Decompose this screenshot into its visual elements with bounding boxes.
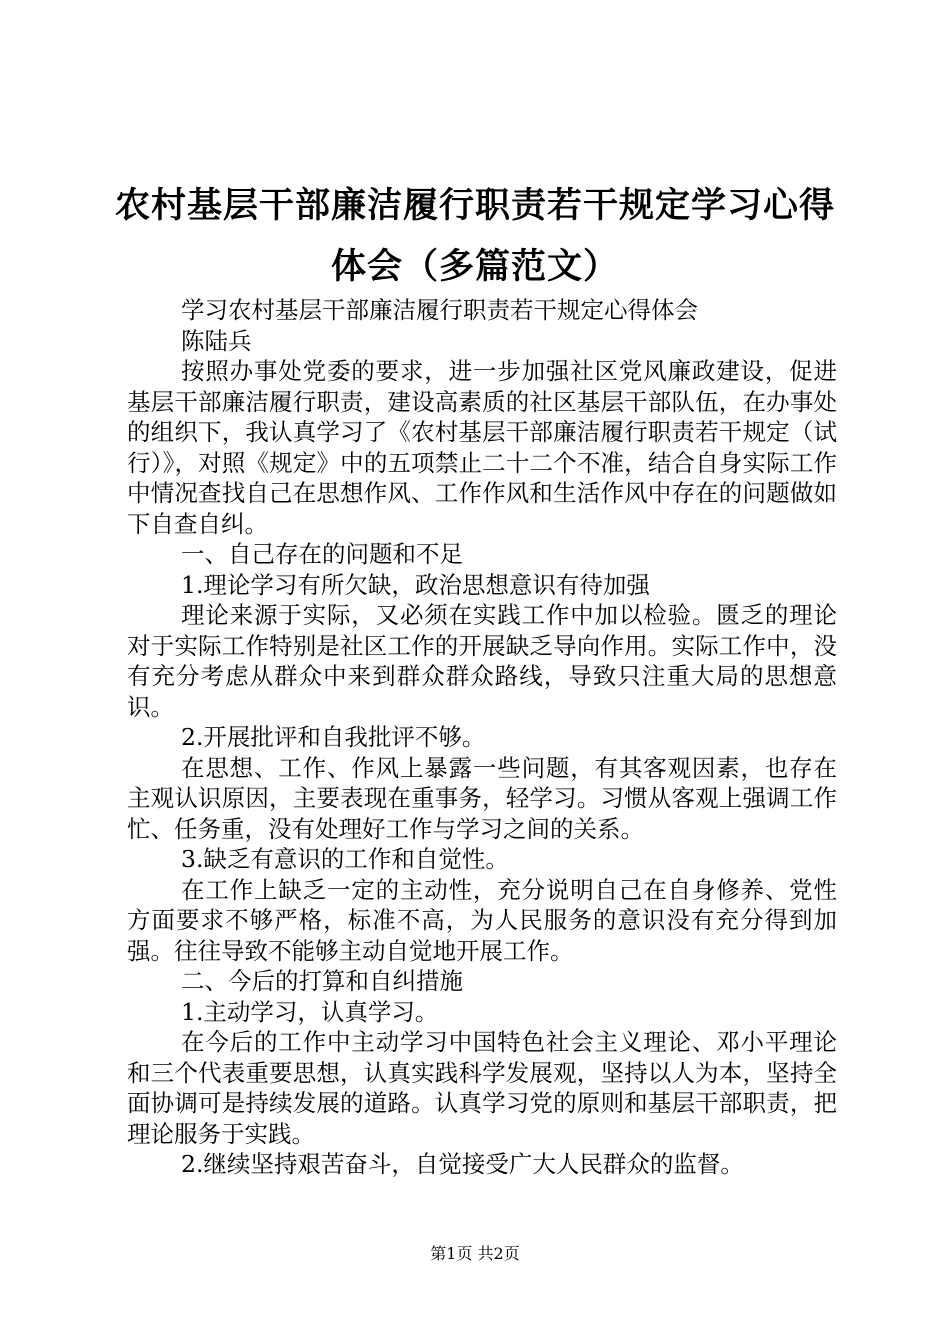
subsection-heading: 3.缺乏有意识的工作和自觉性。	[181, 845, 509, 873]
subsection-heading: 1.主动学习，认真学习。	[181, 997, 439, 1026]
page-footer: 第1页 共2页	[430, 1244, 520, 1263]
body-paragraph: 在今后的工作中主动学习中国特色社会主义理论、邓小平理论和三个代表重要思想，认真实践科学发展观，坚持以人为本，坚持全面协调可是持续发展的道路。认真学习党的原则和基层干部职责，把理论服务于实践。	[127, 1028, 837, 1148]
subsection-heading: 1.理论学习有所欠缺，政治思想意识有待加强	[181, 570, 650, 599]
document-body	[127, 295, 837, 1180]
body-paragraph: 在工作上缺乏一定的主动性，充分说明自己在自身修养、党性方面要求不够严格，标准不高，为人民服务的意识没有充分得到加强。往往导致不能够主动自觉地开展工作。	[127, 875, 837, 965]
author-name: 陈陆兵	[181, 326, 252, 355]
document-title-line-1: 农村基层干部廉洁履行职责若干规定学习心得	[114, 185, 835, 226]
section-heading: 一、自己存在的问题和不足	[181, 540, 463, 568]
body-paragraph: 理论来源于实际，又必须在实践工作中加以检验。匮乏的理论对于实际工作特别是社区工作的开展缺乏导向作用。实际工作中，没有充分考虑从群众中来到群众群众路线，导致只注重大局的思想意识。	[127, 601, 837, 721]
subtitle-paragraph: 学习农村基层干部廉洁履行职责若干规定心得体会	[181, 296, 698, 324]
body-paragraph: 按照办事处党委的要求，进一步加强社区党风廉政建设，促进基层干部廉洁履行职责，建设高素质的社区基层干部队伍，在办事处的组织下，我认真学习了《农村基层干部廉洁履行职责若干规定（试行）》，对照《规定》中的五项禁止二十二个不准，结合自身实际工作中情况查找自己在思想作风、工作作风和生活作风中存在的问题做如下自查自纠。	[127, 357, 837, 538]
subsection-heading: 2.继续坚持艰苦奋斗，自觉接受广大人民群众的监督。	[181, 1150, 744, 1178]
body-paragraph: 在思想、工作、作风上暴露一些问题，有其客观因素，也存在主观认识原因，主要表现在重事务，轻学习。习惯从客观上强调工作忙、任务重，没有处理好工作与学习之间的关系。	[127, 753, 837, 843]
subsection-heading: 2.开展批评和自我批评不够。	[181, 723, 486, 751]
document-title-line-2: 体会（多篇范文）	[330, 246, 619, 287]
section-heading: 二、今后的打算和自纠措施	[181, 967, 463, 995]
